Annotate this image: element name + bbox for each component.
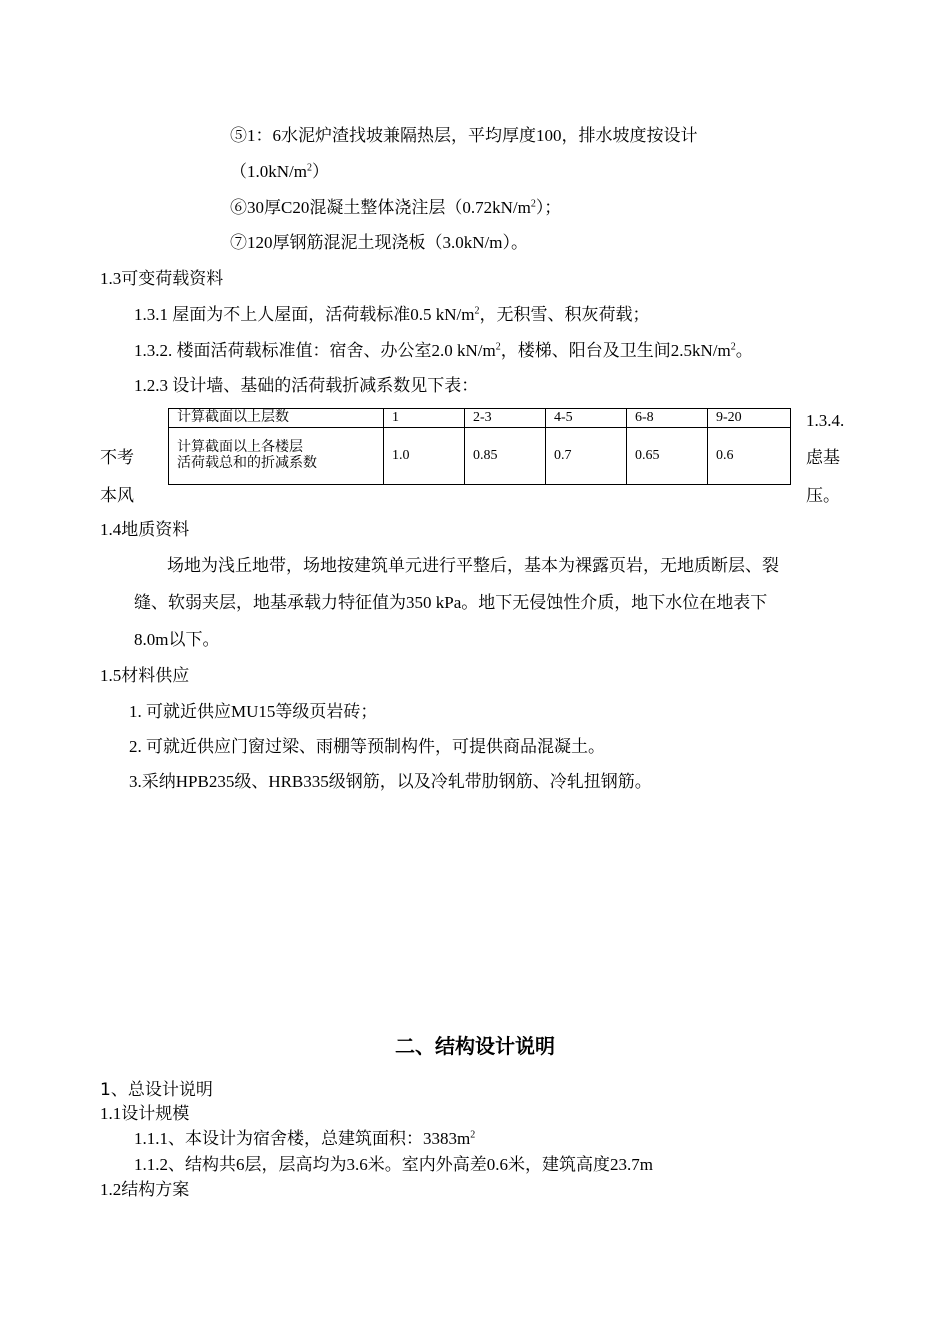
text: ⑥30厚C20混凝土整体浇注层（0.72kN/m [230, 198, 531, 217]
table-cell: 2-3 [465, 409, 546, 428]
table-cell: 0.7 [546, 428, 627, 485]
chapter-2-line-1-1-1 [134, 1129, 475, 1149]
superscript: 2 [306, 162, 312, 174]
table-row [169, 428, 791, 485]
table-cell: 4-5 [546, 409, 627, 428]
section-1-5-item-1: 1. 可就近供应MU15等级页岩砖； [129, 702, 378, 721]
superscript: 2 [474, 305, 480, 317]
side-text-left-1: 不考 [100, 448, 134, 467]
text: （1.0kN/m [230, 162, 307, 181]
section-1-5-item-3: 3.采纳HPB235级、HRB335级钢筋，以及冷轧带肋钢筋、冷轧扭钢筋。 [129, 772, 652, 791]
table-row [169, 409, 791, 428]
table-cell: 1 [384, 409, 465, 428]
table-cell: 0.6 [708, 428, 791, 485]
section-1-5-title: 1.5材料供应 [100, 666, 190, 685]
text: ） [311, 162, 329, 181]
side-text-right-3: 压。 [806, 486, 840, 505]
section-1-3-title: 1.3可变荷载资料 [100, 269, 224, 288]
text: 1.3.1 屋面为不上人屋面，活荷载标准0.5 kN/m [134, 305, 475, 324]
load-item-6 [230, 198, 561, 218]
load-item-5-line2 [230, 162, 329, 182]
reduction-factor-table [168, 408, 791, 485]
chapter-2-heading-1: 1、总设计说明 [100, 1080, 213, 1100]
chapter-2-heading-1-2: 1.2结构方案 [100, 1180, 190, 1199]
chapter-2-title: 二、结构设计说明 [395, 1034, 555, 1058]
text: 。 [735, 341, 753, 360]
text: 1.3.2. 楼面活荷载标准值：宿舍、办公室2.0 kN/m [134, 341, 496, 360]
superscript: 2 [730, 341, 736, 353]
text: ，无积雪、积灰荷载； [479, 305, 650, 324]
table-cell: 9-20 [708, 409, 791, 428]
section-1-4-para-line3: 8.0m以下。 [134, 630, 220, 649]
section-1-4-para-line1: 场地为浅丘地带，场地按建筑单元进行平整后，基本为裸露页岩，无地质断层、裂 [167, 556, 779, 575]
load-item-5-line1: ⑤1：6水泥炉渣找坡兼隔热层，平均厚度100，排水坡度按设计 [230, 126, 698, 145]
section-1-4-para-line2: 缝、软弱夹层，地基承载力特征值为350 kPa。地下无侵蚀性介质，地下水位在地表下 [134, 593, 768, 612]
table-cell: 6-8 [627, 409, 708, 428]
section-1-4-title: 1.4地质资料 [100, 520, 190, 539]
side-text-right-2: 虑基 [806, 448, 840, 467]
chapter-2-heading-1-1: 1.1设计规模 [100, 1104, 190, 1123]
load-item-7: ⑦120厚钢筋混泥土现浇板（3.0kN/m）。 [230, 233, 528, 252]
cell-label-line: 活荷载总和的折减系数 [177, 456, 317, 471]
table-cell: 0.65 [627, 428, 708, 485]
section-1-5-item-2: 2. 可就近供应门窗过梁、雨棚等预制构件，可提供商品混凝土。 [129, 737, 605, 756]
table-cell [169, 428, 384, 485]
superscript: 2 [495, 341, 501, 353]
text: ，楼梯、阳台及卫生间2.5kN/m [500, 341, 731, 360]
section-1-3-2 [134, 341, 753, 361]
text: 1.1.1、本设计为宿舍楼，总建筑面积：3383m [134, 1129, 471, 1148]
table-cell: 计算截面以上层数 [169, 409, 384, 428]
section-1-3-1 [134, 305, 649, 325]
superscript: 2 [530, 198, 536, 210]
chapter-2-line-1-1-2: 1.1.2、结构共6层，层高均为3.6米。室内外高差0.6米，建筑高度23.7m [134, 1155, 653, 1174]
side-text-right-1: 1.3.4. [806, 411, 845, 430]
table-cell: 1.0 [384, 428, 465, 485]
cell-label-line: 计算截面以上各楼层 [177, 440, 303, 455]
section-1-2-3: 1.2.3 设计墙、基础的活荷载折减系数见下表： [134, 376, 479, 395]
table-cell: 0.85 [465, 428, 546, 485]
superscript: 2 [470, 1129, 476, 1141]
side-text-left-2: 本风 [100, 486, 134, 505]
text: ）； [535, 198, 562, 217]
